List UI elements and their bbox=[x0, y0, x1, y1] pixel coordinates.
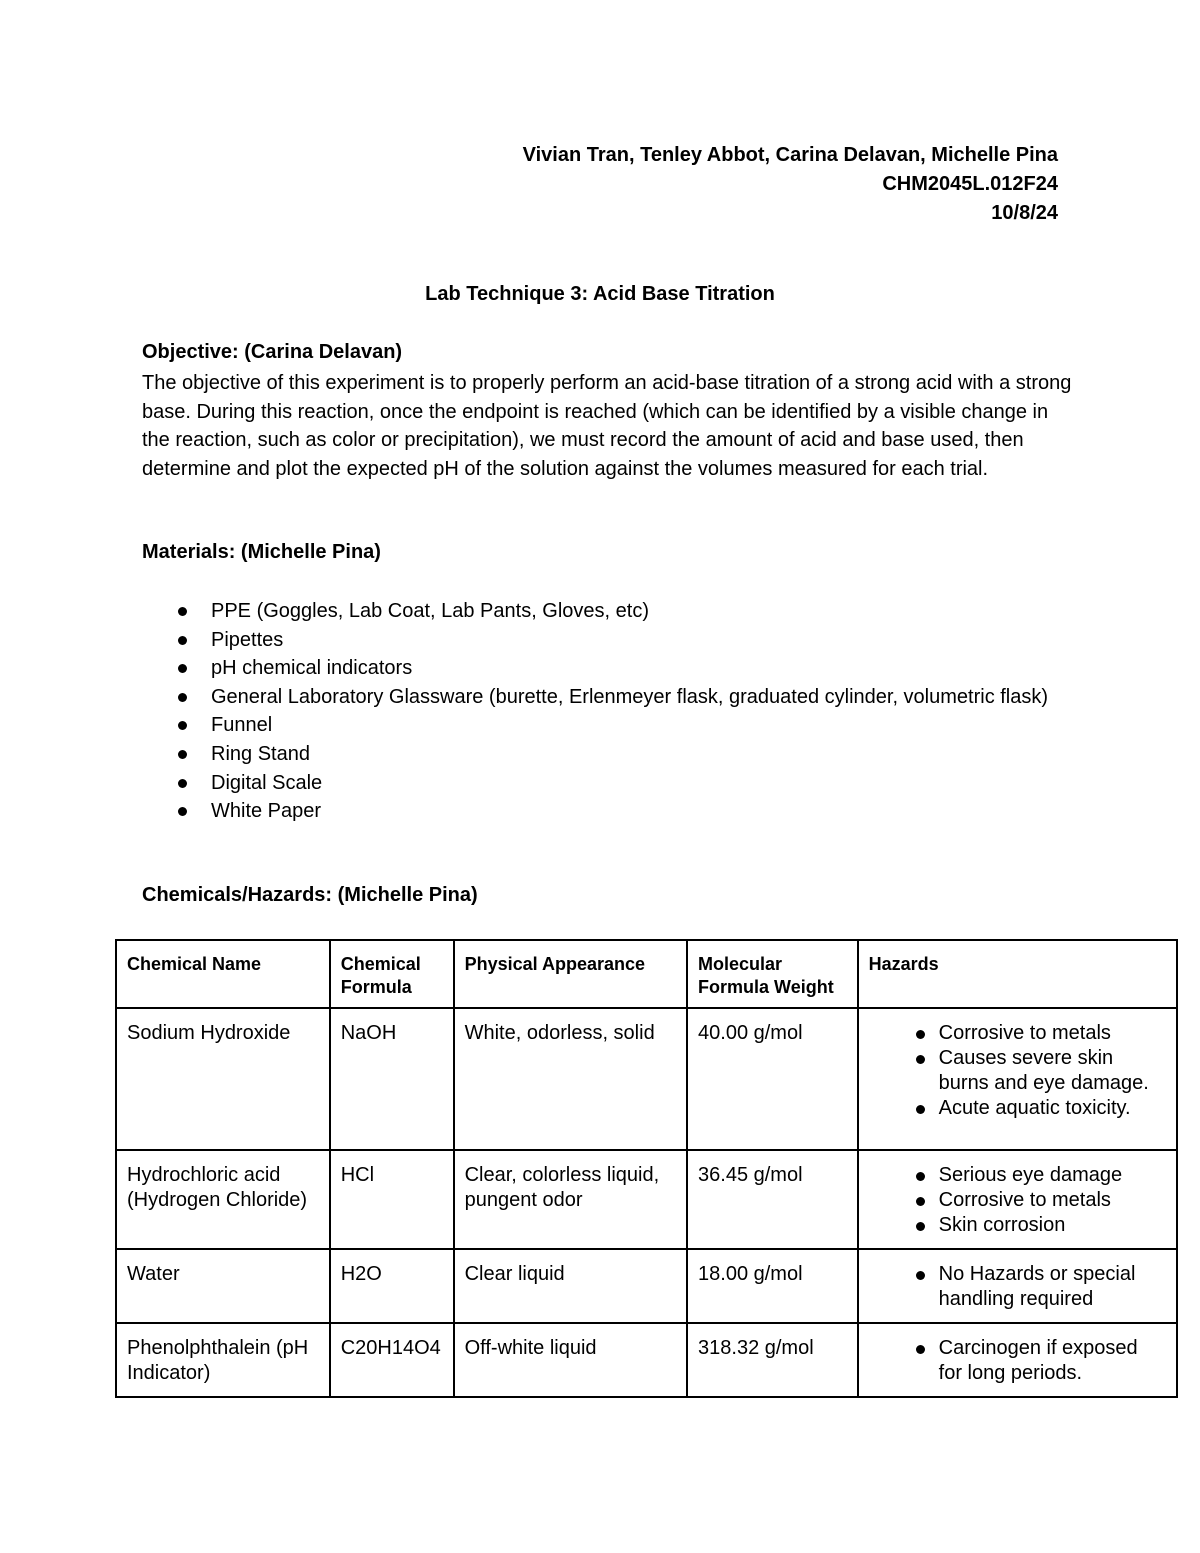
cell-chemical-name: Phenolphthalein (pH Indicator) bbox=[116, 1323, 330, 1397]
list-item: Digital Scale bbox=[172, 769, 1072, 798]
column-header-physical-appearance: Physical Appearance bbox=[454, 940, 687, 1008]
hazard-item: Corrosive to metals bbox=[911, 1021, 1166, 1046]
cell-physical-appearance: Clear, colorless liquid, pungent odor bbox=[454, 1150, 687, 1249]
hazard-item: Corrosive to metals bbox=[911, 1188, 1166, 1213]
header-block bbox=[523, 141, 1058, 228]
chemicals-heading: Chemicals/Hazards: (Michelle Pina) bbox=[142, 884, 478, 906]
cell-molecular-weight: 318.32 g/mol bbox=[687, 1323, 858, 1397]
cell-chemical-name: Sodium Hydroxide bbox=[116, 1008, 330, 1150]
list-item: Ring Stand bbox=[172, 740, 1072, 769]
cell-chemical-formula: NaOH bbox=[330, 1008, 454, 1150]
list-item: Pipettes bbox=[172, 626, 1072, 655]
column-header-molecular-weight: Molecular Formula Weight bbox=[687, 940, 858, 1008]
cell-chemical-formula: HCl bbox=[330, 1150, 454, 1249]
cell-chemical-name: Hydrochloric acid (Hydrogen Chloride) bbox=[116, 1150, 330, 1249]
cell-hazards bbox=[858, 1323, 1177, 1397]
cell-physical-appearance: Off-white liquid bbox=[454, 1323, 687, 1397]
table-row bbox=[116, 1249, 1177, 1323]
objective-heading: Objective: (Carina Delavan) bbox=[142, 341, 403, 363]
hazards-list bbox=[869, 1163, 1166, 1238]
cell-hazards bbox=[858, 1150, 1177, 1249]
column-header-hazards: Hazards bbox=[858, 940, 1177, 1008]
document-title: Lab Technique 3: Acid Base Titration bbox=[425, 283, 775, 305]
course-code: CHM2045L.012F24 bbox=[882, 173, 1058, 195]
table-row bbox=[116, 1150, 1177, 1249]
authors: Vivian Tran, Tenley Abbot, Carina Delavan, Michelle Pina bbox=[522, 144, 1058, 166]
cell-physical-appearance: Clear liquid bbox=[454, 1249, 687, 1323]
list-item: White Paper bbox=[172, 797, 1072, 826]
hazard-item: No Hazards or special handling required bbox=[911, 1262, 1166, 1312]
table-header-row bbox=[116, 940, 1177, 1008]
date: 10/8/24 bbox=[991, 202, 1058, 224]
cell-chemical-name: Water bbox=[116, 1249, 330, 1323]
cell-chemical-formula: C20H14O4 bbox=[330, 1323, 454, 1397]
cell-molecular-weight: 40.00 g/mol bbox=[687, 1008, 858, 1150]
materials-list bbox=[172, 597, 1072, 826]
column-header-chemical-formula: Chemical Formula bbox=[330, 940, 454, 1008]
hazard-item: Causes severe skin burns and eye damage. bbox=[911, 1046, 1166, 1096]
hazard-item: Serious eye damage bbox=[911, 1163, 1166, 1188]
objective-text: The objective of this experiment is to properly perform an acid-base titration of a strong acid with a strong base. During this reaction, once the endpoint is reached (which can be identified by a visible change in the reaction, such as color or precipitation), we must record the amount of acid and base used, then determine and plot the expected pH of the solution against the volumes measured for each trial. bbox=[142, 372, 1072, 480]
table-row bbox=[116, 1008, 1177, 1150]
materials-heading: Materials: (Michelle Pina) bbox=[142, 541, 381, 563]
table-row bbox=[116, 1323, 1177, 1397]
cell-hazards bbox=[858, 1249, 1177, 1323]
cell-molecular-weight: 18.00 g/mol bbox=[687, 1249, 858, 1323]
list-item: PPE (Goggles, Lab Coat, Lab Pants, Gloves, etc) bbox=[172, 597, 1072, 626]
list-item: pH chemical indicators bbox=[172, 654, 1072, 683]
list-item: General Laboratory Glassware (burette, Erlenmeyer flask, graduated cylinder, volumetric flask) bbox=[172, 683, 1072, 712]
chemicals-hazards-table bbox=[115, 939, 1178, 1398]
hazard-item: Skin corrosion bbox=[911, 1213, 1166, 1238]
cell-physical-appearance: White, odorless, solid bbox=[454, 1008, 687, 1150]
cell-hazards bbox=[858, 1008, 1177, 1150]
hazards-list bbox=[869, 1336, 1166, 1386]
hazards-list bbox=[869, 1021, 1166, 1121]
hazard-item: Acute aquatic toxicity. bbox=[911, 1096, 1166, 1121]
list-item: Funnel bbox=[172, 711, 1072, 740]
hazards-list bbox=[869, 1262, 1166, 1312]
hazard-item: Carcinogen if exposed for long periods. bbox=[911, 1336, 1166, 1386]
cell-chemical-formula: H2O bbox=[330, 1249, 454, 1323]
cell-molecular-weight: 36.45 g/mol bbox=[687, 1150, 858, 1249]
column-header-chemical-name: Chemical Name bbox=[116, 940, 330, 1008]
